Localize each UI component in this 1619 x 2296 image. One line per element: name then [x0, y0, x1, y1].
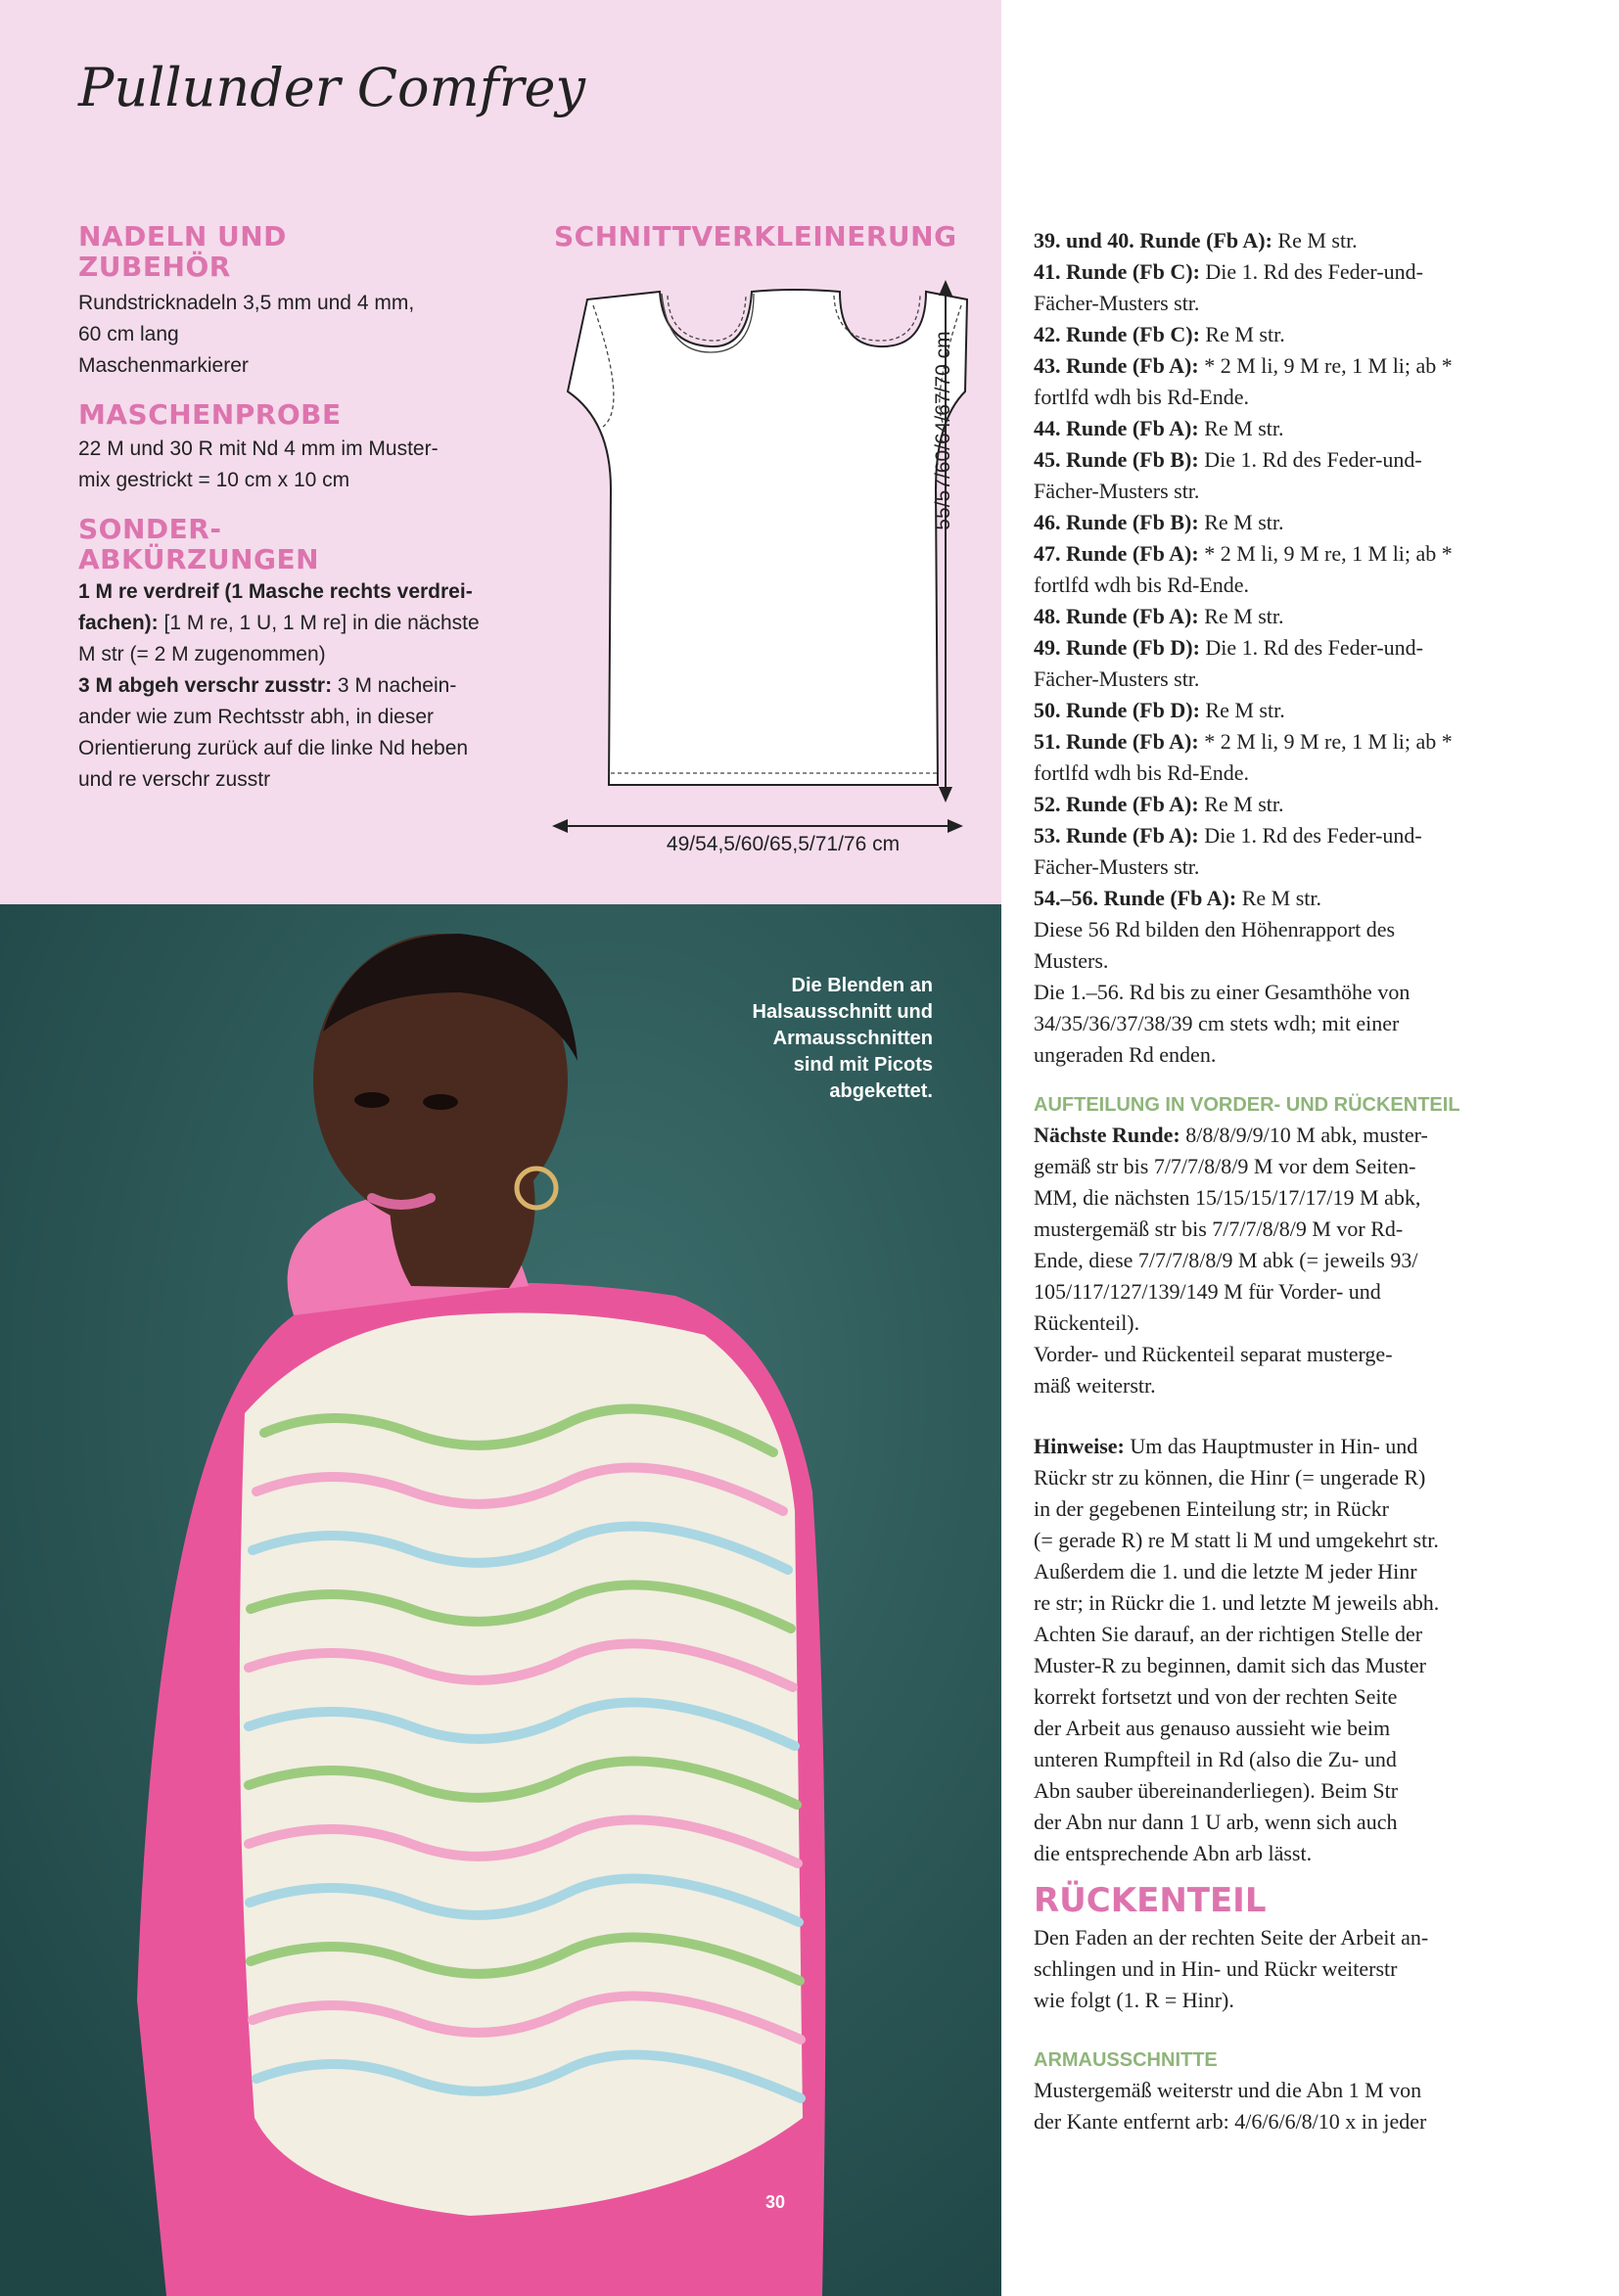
aufteilung-line: Nächste Runde: 8/8/8/9/9/10 M abk, muster-: [1034, 1123, 1428, 1147]
maschenprobe-line: 22 M und 30 R mit Nd 4 mm im Muster-: [78, 437, 439, 460]
round-instruction: 41. Runde (Fb C): Die 1. Rd des Feder-und-: [1034, 259, 1423, 284]
hinweise-line: in der gegebenen Einteilung str; in Rückr: [1034, 1496, 1389, 1521]
round-instruction-cont: fortlfd wdh bis Rd-Ende.: [1034, 760, 1249, 785]
aufteilung-line: mustergemäß str bis 7/7/7/8/8/9 M vor Rd-: [1034, 1217, 1404, 1241]
hinweise-line: unteren Rumpfteil in Rd (also die Zu- und: [1034, 1747, 1397, 1771]
round-instruction: 50. Runde (Fb D): Re M str.: [1034, 698, 1285, 722]
width-measure-label: 49/54,5/60/65,5/71/76 cm: [666, 833, 901, 855]
round-instruction: 54.–56. Runde (Fb A): Re M str.: [1034, 886, 1321, 910]
rueckenteil-line: schlingen und in Hin- und Rückr weiterstr: [1034, 1956, 1398, 1981]
abkuerzung-item: 3 M abgeh verschr zusstr: 3 M nachein-: [78, 674, 457, 697]
page-number: 30: [765, 2192, 786, 2212]
rapport-line: 34/35/36/37/38/39 cm stets wdh; mit einer: [1034, 1011, 1400, 1035]
hinweise-line: Muster-R zu beginnen, damit sich das Muster: [1034, 1653, 1426, 1677]
round-instruction-cont: fortlfd wdh bis Rd-Ende.: [1034, 385, 1249, 409]
round-instruction: 44. Runde (Fb A): Re M str.: [1034, 416, 1284, 440]
rapport-line: ungeraden Rd enden.: [1034, 1042, 1217, 1067]
round-instruction: 52. Runde (Fb A): Re M str.: [1034, 792, 1284, 816]
hinweise-line: korrekt fortsetzt und von der rechten Seite: [1034, 1684, 1398, 1709]
schnitt-heading: SCHNITTVERKLEINERUNG: [554, 220, 957, 253]
instructions-column: [1034, 225, 1494, 2137]
round-instruction: 53. Runde (Fb A): Die 1. Rd des Feder-und-: [1034, 823, 1422, 848]
aufteilung-line: 105/117/127/139/149 M für Vorder- und: [1034, 1279, 1381, 1304]
round-instruction: 46. Runde (Fb B): Re M str.: [1034, 510, 1284, 534]
aufteilung-line: MM, die nächsten 15/15/15/17/17/19 M abk,: [1034, 1185, 1421, 1210]
page-title: Pullunder Comfrey: [78, 57, 586, 118]
aufteilung-line: gemäß str bis 7/7/7/8/8/9 M vor dem Seiten-: [1034, 1154, 1416, 1178]
round-instruction: 39. und 40. Runde (Fb A): Re M str.: [1034, 228, 1358, 253]
nadeln-line: Maschenmarkierer: [78, 354, 249, 377]
rueckenteil-line: Den Faden an der rechten Seite der Arbeit an-: [1034, 1925, 1429, 1950]
abkuerzung-item: fachen): [1 M re, 1 U, 1 M re] in die nächste: [78, 612, 480, 634]
round-instruction-cont: Fächer-Musters str.: [1034, 479, 1200, 503]
photo-caption: Die Blenden an Halsausschnitt und Armausschnitten sind mit Picots abgekettet.: [752, 975, 933, 1102]
aufteilung-line: Vorder- und Rückenteil separat musterge-: [1034, 1342, 1393, 1366]
hinweise-line: re str; in Rückr die 1. und letzte M jeweils abh.: [1034, 1590, 1440, 1615]
vest-schematic: [544, 274, 995, 881]
abkuerzung-item: ander wie zum Rechtsstr abh, in dieser: [78, 706, 434, 728]
knitted-vest: [240, 1313, 803, 2217]
round-instruction-cont: Fächer-Musters str.: [1034, 666, 1200, 691]
abkuerzung-item: und re verschr zusstr: [78, 768, 271, 791]
rueckenteil-heading: RÜCKENTEIL: [1034, 1881, 1267, 1920]
hinweise-line: der Arbeit aus genauso aussieht wie beim: [1034, 1716, 1391, 1740]
aufteilung-line: Ende, diese 7/7/7/8/8/9 M abk (= jeweils 93/: [1034, 1248, 1418, 1272]
abkuerzung-item: Orientierung zurück auf die linke Nd heben: [78, 737, 469, 759]
hinweise-line: Abn sauber übereinanderliegen). Beim Str: [1034, 1778, 1399, 1803]
round-instruction: 49. Runde (Fb D): Die 1. Rd des Feder-und-: [1034, 635, 1423, 660]
hinweise-line: Außerdem die 1. und die letzte M jeder Hinr: [1034, 1559, 1417, 1584]
armausschnitte-line: Mustergemäß weiterstr und die Abn 1 M von: [1034, 2078, 1422, 2102]
round-instruction: 42. Runde (Fb C): Re M str.: [1034, 322, 1285, 346]
aufteilung-heading: AUFTEILUNG IN VORDER- UND RÜCKENTEIL: [1034, 1094, 1460, 1116]
round-instruction-cont: Fächer-Musters str.: [1034, 854, 1200, 879]
armausschnitte-heading: ARMAUSSCHNITTE: [1034, 2049, 1218, 2071]
rapport-line: Diese 56 Rd bilden den Höhenrapport des: [1034, 917, 1396, 941]
round-instruction: 47. Runde (Fb A): * 2 M li, 9 M re, 1 M li; ab *: [1034, 541, 1453, 566]
info-column: [78, 221, 509, 796]
hinweise-line: der Abn nur dann 1 U arb, wenn sich auch: [1034, 1810, 1398, 1834]
abkuerzung-item: 1 M re verdreif (1 Masche rechts verdrei-: [78, 580, 473, 603]
hinweise-line: Achten Sie darauf, an der richtigen Stelle der: [1034, 1622, 1423, 1646]
nadeln-heading: NADELN UND ZUBEHÖR: [78, 220, 287, 283]
abkuerzungen-heading: SONDER- ABKÜRZUNGEN: [78, 513, 320, 575]
armausschnitte-line: der Kante entfernt arb: 4/6/6/6/8/10 x in jeder: [1034, 2109, 1427, 2134]
photo-illustration: [0, 904, 1001, 2296]
round-instruction: 48. Runde (Fb A): Re M str.: [1034, 604, 1284, 628]
round-instruction: 45. Runde (Fb B): Die 1. Rd des Feder-und-: [1034, 447, 1422, 472]
hinweise-line: die entsprechende Abn arb lässt.: [1034, 1841, 1313, 1865]
hinweise-line: Rückr str zu können, die Hinr (= ungerade R): [1034, 1465, 1426, 1490]
round-instruction: 43. Runde (Fb A): * 2 M li, 9 M re, 1 M li; ab *: [1034, 353, 1453, 378]
vest-outline: [568, 290, 967, 785]
maschenprobe-line: mix gestrickt = 10 cm x 10 cm: [78, 469, 350, 491]
aufteilung-line: mäß weiterstr.: [1034, 1373, 1156, 1398]
height-measure-label: 55/57/60/64/67/70 cm: [932, 331, 954, 530]
nadeln-line: 60 cm lang: [78, 323, 179, 345]
round-instruction-cont: Fächer-Musters str.: [1034, 291, 1200, 315]
hinweise-line: (= gerade R) re M statt li M und umgekehrt str.: [1034, 1528, 1439, 1552]
aufteilung-line: Rückenteil).: [1034, 1310, 1140, 1335]
model-photo: [0, 904, 1001, 2296]
rapport-line: Die 1.–56. Rd bis zu einer Gesamthöhe von: [1034, 980, 1411, 1004]
maschenprobe-heading: MASCHENPROBE: [78, 398, 342, 431]
rapport-line: Musters.: [1034, 948, 1109, 973]
round-instruction-cont: fortlfd wdh bis Rd-Ende.: [1034, 573, 1249, 597]
rueckenteil-line: wie folgt (1. R = Hinr).: [1034, 1988, 1234, 2012]
hinweise-line: Hinweise: Um das Hauptmuster in Hin- und: [1034, 1434, 1418, 1458]
abkuerzung-item: M str (= 2 M zugenommen): [78, 643, 326, 666]
nadeln-line: Rundstricknadeln 3,5 mm und 4 mm,: [78, 292, 415, 314]
round-instruction: 51. Runde (Fb A): * 2 M li, 9 M re, 1 M li; ab *: [1034, 729, 1453, 754]
